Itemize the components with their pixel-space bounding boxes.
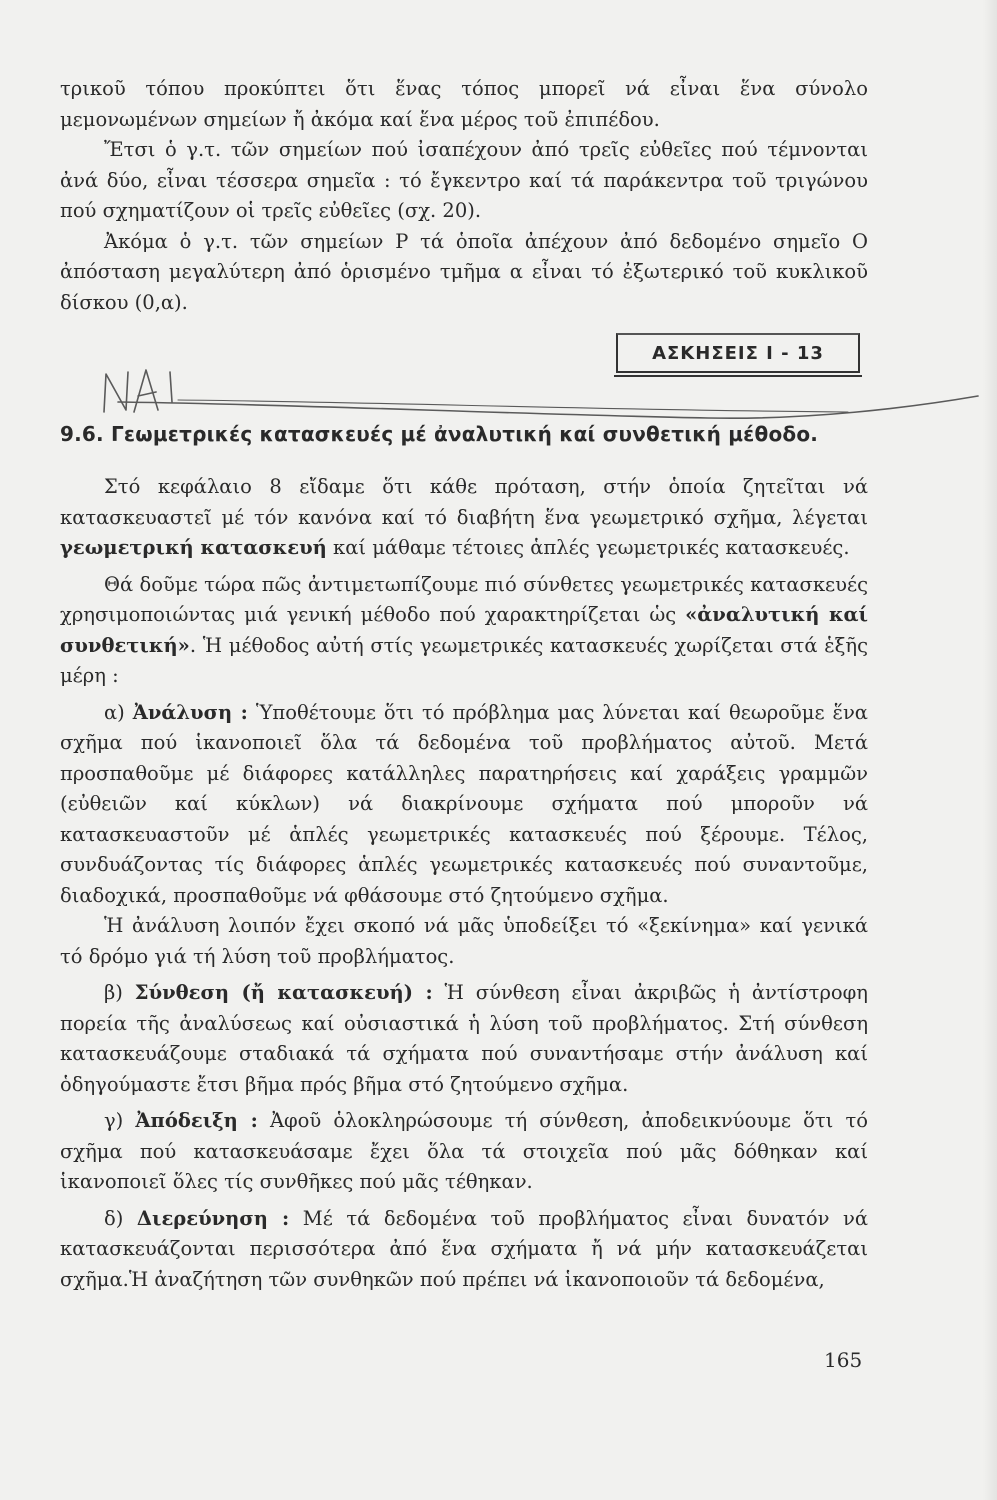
step-prefix: α) <box>104 700 133 724</box>
term-proof: Ἀπόδειξη : <box>135 1109 258 1132</box>
handwritten-letter-a <box>134 370 158 412</box>
handwritten-letter-n <box>104 372 128 412</box>
step-prefix: γ) <box>104 1109 136 1132</box>
body-text-span: Στό κεφάλαιο 8 εἴδαμε ὅτι κάθε πρόταση, στήν ὁποία ζητεῖται νά κατασκευαστεῖ μέ τόν κανόνα καί τό διαβήτη ἕνα γεωμετρικό σχῆμα, λέγεται <box>60 475 868 529</box>
step-investigation <box>60 1204 868 1296</box>
step-text: Ὑποθέτουμε ὅτι τό πρόβλημα μας λύνεται καί θεωροῦμε ἕνα σχῆμα πού ἱκανοποιεῖ ὅλα τά δεδομένα τοῦ προβλήματος αὐτοῦ. Μετά προσπαθοῦμε μέ διάφορες κατάλληλες παρατηρήσεις καί χαράξεις γραμμῶν (εὐθειῶν καί κύκλων) νά διακρίνουμε σχήματα πού μποροῦν νά κατασκευαστοῦν μέ ἁπλές γεωμετρικές κατασκευές πού ξέρουμε. Τέλος, συνδυάζοντας τίς διάφορες ἁπλές γεωμετρικές κατασκευές πού συναντοῦμε, διαδοχικά, προσπαθοῦμε νά φθάσουμε στό ζητούμενο σχῆμα. <box>60 700 868 907</box>
step-analysis-continued: Ἡ ἀνάλυση λοιπόν ἔχει σκοπό νά μᾶς ὑποδείξει τό «ξεκίνημα» καί γενικά τό δρόμο γιά τή λύση τοῦ προβλήματος. <box>60 914 868 968</box>
term-geometric-construction: γεωμετρική κατασκευή <box>60 536 327 559</box>
intro-paragraph-2: Ἔτσι ὁ γ.τ. τῶν σημείων πού ἰσαπέχουν ἀπό τρεῖς εὐθεῖες πού τέμνονται ἀνά δύο, εἶναι τέσσερα σημεῖα : τό ἔγκεντρο καί τά παράκεντρα τοῦ τριγώνου πού σχηματίζουν οἱ τρεῖς εὐθεῖες (σχ. 20). <box>60 138 868 222</box>
term-analytic-synthetic: «ἀναλυτική καί συνθετική» <box>60 603 868 657</box>
page-number: 165 <box>824 1348 863 1372</box>
step-proof <box>60 1106 868 1198</box>
section-body <box>60 472 868 1295</box>
body-text-span: Θά δοῦμε τώρα πῶς ἀντιμετωπίζουμε πιό σύνθετες γεωμετρικές κατασκευές χρησιμοποιώντας μιά γενική μέθοδο πού χαρακτηρίζεται ὡς <box>60 572 868 626</box>
step-text: Ἀφοῦ ὁλοκληρώσουμε τή σύνθεση, ἀποδεικνύουμε ὅτι τό σχῆμα πού κατασκευάσαμε ἔχει ὅλα τά στοιχεῖα πού μᾶς δόθηκαν καί ἱκανοποιεῖ ὅλες τίς συνθῆκες πού μᾶς τέθηκαν. <box>60 1109 868 1193</box>
step-synthesis <box>60 978 868 1100</box>
term-investigation: Διερεύνηση : <box>136 1206 290 1230</box>
step-prefix: δ) <box>104 1206 137 1230</box>
exercise-reference-label: ΑΣΚΗΣΕΙΣ Ι - 13 <box>652 342 824 364</box>
step-prefix: β) <box>104 981 135 1004</box>
body-paragraph-2 <box>60 570 868 692</box>
intro-text <box>60 74 868 318</box>
step-text: Ἡ σύνθεση εἶναι ἀκριβῶς ἡ ἀντίστροφη πορεία τῆς ἀναλύσεως καί οὐσιαστικά ἡ λύση τοῦ προβλήματος. Στή σύνθεση κατασκευάζουμε σταδιακά τά σχήματα πού συναντήσαμε στήν ἀνάλυση καί ὁδηγούμαστε ἔτσι βῆμα πρός βῆμα στό ζητούμενο σχῆμα. <box>60 981 868 1096</box>
step-analysis <box>60 698 868 912</box>
body-text-span: . Ἡ μέθοδος αὐτή στίς γεωμετρικές κατασκευές χωρίζεται στά ἑξῆς μέρη : <box>60 633 868 687</box>
body-text-span: καί μάθαμε τέτοιες ἁπλές γεωμετρικές κατασκευές. <box>326 536 850 559</box>
term-analysis: Ἀνάλυση : <box>132 700 248 724</box>
term-synthesis: Σύνθεση (ἤ κατασκευή) : <box>134 981 433 1004</box>
handwritten-letter-i <box>170 372 172 402</box>
body-paragraph-1 <box>60 472 868 564</box>
step-text: Μέ τά δεδομένα τοῦ προβλήματος εἶναι δυνατόν νά κατασκευάζονται περισσότερα ἀπό ἕνα σχήματα ἤ νά μήν κατασκευάζεται σχῆμα.Ἡ ἀναζήτηση τῶν συνθηκῶν πού πρέπει νά ἱκανοποιοῦν τά δεδομένα, <box>60 1206 868 1291</box>
page-edge-shadow <box>983 0 997 1500</box>
intro-paragraph-3: Ἀκόμα ὁ γ.τ. τῶν σημείων Ρ τά ὁποῖα ἀπέχουν ἀπό δεδομένο σημεῖο Ο ἀπόσταση μεγαλύτερη ἀπό ὁρισμένο τμῆμα α εἶναι τό ἐξωτερικό τοῦ κυκλικοῦ δίσκου (0,α). <box>60 229 868 314</box>
section-heading: 9.6. Γεωμετρικές κατασκευές μέ ἀναλυτική καί συνθετική μέθοδο. <box>60 422 819 446</box>
intro-paragraph-1: τρικοῦ τόπου προκύπτει ὅτι ἕνας τόπος μπορεῖ νά εἶναι ἕνα σύνολο μεμονωμένων σημείων ἤ ἀκόμα καί ἕνα μέρος τοῦ ἐπιπέδου. <box>60 77 868 131</box>
